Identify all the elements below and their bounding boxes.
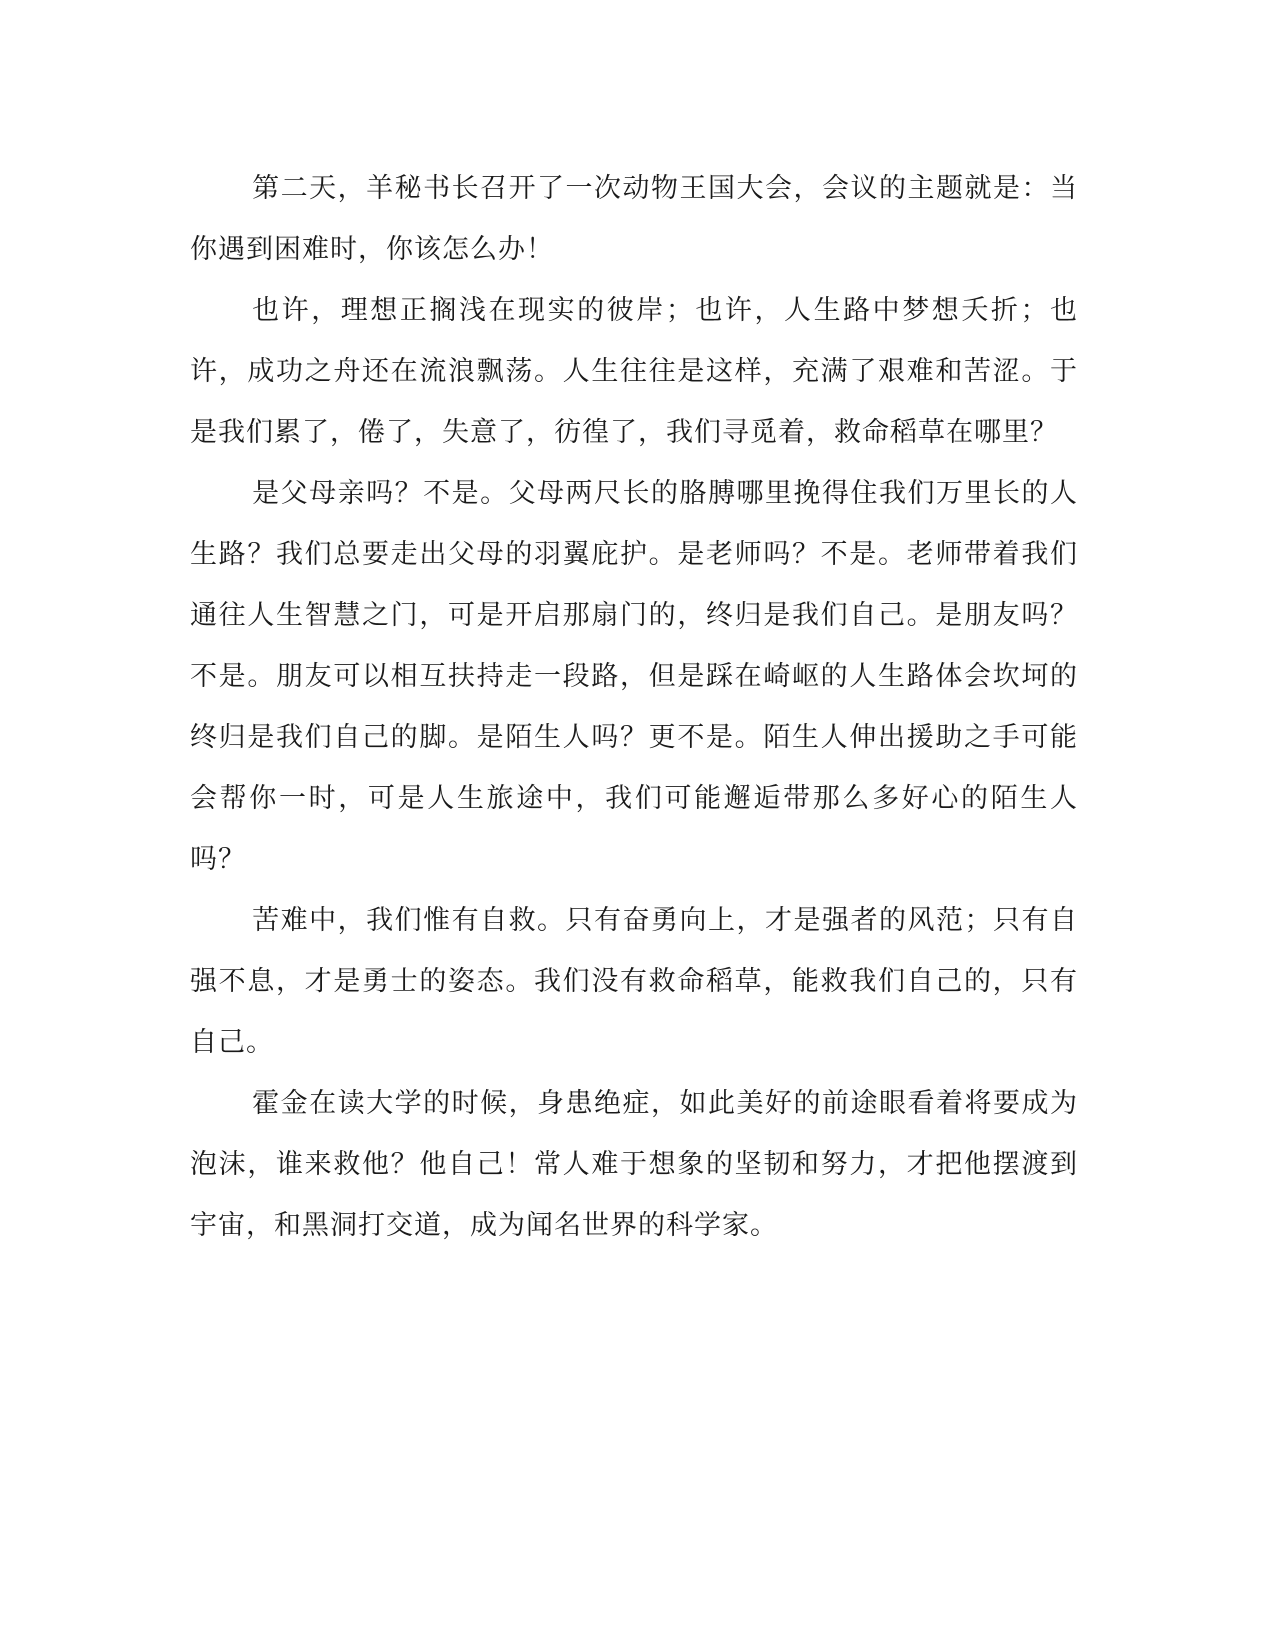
paragraph-3: 是父母亲吗？不是。父母两尺长的胳膊哪里挽得住我们万里长的人生路？我们总要走出父母的羽翼庇护。是老师吗？不是。老师带着我们通往人生智慧之门，可是开启那扇门的，终归是我们自己。是朋友吗？不是。朋友可以相互扶持走一段路，但是踩在崎岖的人生路体会坎坷的终归是我们自己的脚。是陌生人吗？更不是。陌生人伸出援助之手可能会帮你一时，可是人生旅途中，我们可能邂逅带那么多好心的陌生人吗？ xyxy=(190,478,1078,875)
paragraph-4: 苦难中，我们惟有自救。只有奋勇向上，才是强者的风范；只有自强不息，才是勇士的姿态。我们没有救命稻草，能救我们自己的，只有自己。 xyxy=(190,905,1078,1058)
document-body xyxy=(190,158,1078,1256)
paragraph-5: 霍金在读大学的时候，身患绝症，如此美好的前途眼看着将要成为泡沫，谁来救他？他自己！常人难于想象的坚韧和努力，才把他摆渡到宇宙，和黑洞打交道，成为闻名世界的科学家。 xyxy=(190,1088,1078,1241)
paragraph-2: 也许，理想正搁浅在现实的彼岸；也许，人生路中梦想夭折；也许，成功之舟还在流浪飘荡。人生往往是这样，充满了艰难和苦涩。于是我们累了，倦了，失意了，彷徨了，我们寻觅着，救命稻草在哪里？ xyxy=(190,295,1078,448)
paragraph-1: 第二天，羊秘书长召开了一次动物王国大会，会议的主题就是：当你遇到困难时，你该怎么办！ xyxy=(190,173,1078,265)
